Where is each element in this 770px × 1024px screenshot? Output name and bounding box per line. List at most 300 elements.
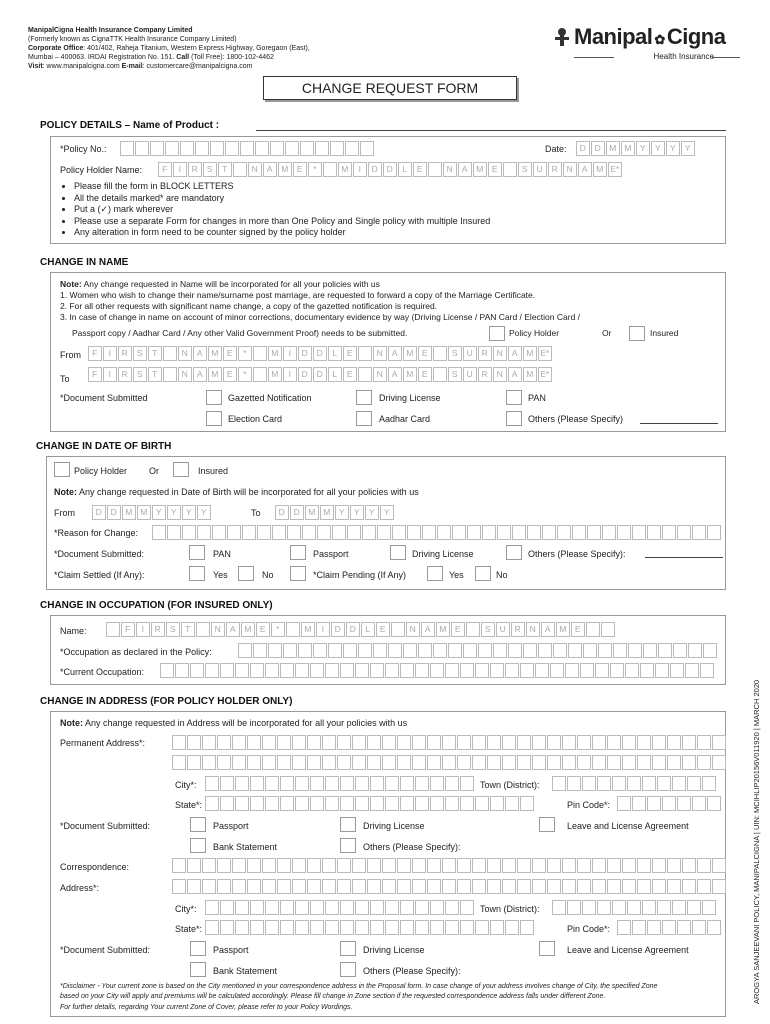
- letter-box[interactable]: [382, 755, 396, 770]
- corr-dl-checkbox[interactable]: [340, 941, 356, 956]
- letter-box[interactable]: [613, 643, 627, 658]
- letter-box[interactable]: [550, 663, 564, 678]
- letter-box[interactable]: *: [238, 367, 252, 382]
- letter-box[interactable]: [597, 776, 611, 791]
- letter-box[interactable]: [295, 796, 309, 811]
- letter-box[interactable]: [707, 796, 721, 811]
- permanent-address-line2[interactable]: [172, 755, 727, 770]
- letter-box[interactable]: [287, 525, 301, 540]
- letter-box[interactable]: [712, 879, 726, 894]
- letter-box[interactable]: [662, 920, 676, 935]
- letter-box[interactable]: [692, 920, 706, 935]
- letter-box[interactable]: [277, 858, 291, 873]
- letter-box[interactable]: [642, 776, 656, 791]
- letter-box[interactable]: M: [436, 622, 450, 637]
- letter-box[interactable]: D: [313, 346, 327, 361]
- letter-box[interactable]: [322, 735, 336, 750]
- letter-box[interactable]: D: [298, 367, 312, 382]
- letter-box[interactable]: [317, 525, 331, 540]
- corr-leave-checkbox[interactable]: [539, 941, 555, 956]
- letter-box[interactable]: [460, 920, 474, 935]
- letter-box[interactable]: [392, 525, 406, 540]
- letter-box[interactable]: [677, 525, 691, 540]
- letter-box[interactable]: M: [278, 162, 292, 177]
- letter-box[interactable]: [286, 622, 300, 637]
- letter-box[interactable]: [187, 858, 201, 873]
- dob-pan-checkbox[interactable]: [189, 545, 205, 560]
- letter-box[interactable]: [463, 643, 477, 658]
- letter-box[interactable]: [442, 858, 456, 873]
- letter-box[interactable]: [652, 879, 666, 894]
- letter-box[interactable]: F: [88, 346, 102, 361]
- letter-box[interactable]: [253, 367, 267, 382]
- letter-box[interactable]: [325, 663, 339, 678]
- letter-box[interactable]: [602, 525, 616, 540]
- letter-box[interactable]: [217, 755, 231, 770]
- letter-box[interactable]: R: [478, 346, 492, 361]
- name-from-boxes[interactable]: [88, 346, 553, 361]
- others-checkbox[interactable]: [506, 411, 522, 426]
- letter-box[interactable]: [647, 920, 661, 935]
- letter-box[interactable]: F: [121, 622, 135, 637]
- letter-box[interactable]: [442, 755, 456, 770]
- letter-box[interactable]: [205, 900, 219, 915]
- letter-box[interactable]: [527, 525, 541, 540]
- letter-box[interactable]: [337, 858, 351, 873]
- letter-box[interactable]: T: [181, 622, 195, 637]
- letter-box[interactable]: [445, 776, 459, 791]
- letter-box[interactable]: [532, 735, 546, 750]
- letter-box[interactable]: M: [301, 622, 315, 637]
- letter-box[interactable]: [280, 900, 294, 915]
- letter-box[interactable]: [313, 643, 327, 658]
- letter-box[interactable]: [180, 141, 194, 156]
- letter-box[interactable]: [595, 663, 609, 678]
- letter-box[interactable]: T: [148, 346, 162, 361]
- letter-box[interactable]: R: [118, 346, 132, 361]
- letter-box[interactable]: I: [353, 162, 367, 177]
- letter-box[interactable]: [542, 525, 556, 540]
- letter-box[interactable]: [577, 879, 591, 894]
- letter-box[interactable]: [487, 858, 501, 873]
- letter-box[interactable]: L: [361, 622, 375, 637]
- addr-others-checkbox[interactable]: [340, 838, 356, 853]
- letter-box[interactable]: [637, 879, 651, 894]
- letter-box[interactable]: D: [92, 505, 106, 520]
- policy-holder-name-boxes[interactable]: [158, 162, 623, 177]
- letter-box[interactable]: [697, 879, 711, 894]
- letter-box[interactable]: [388, 643, 402, 658]
- letter-box[interactable]: [672, 900, 686, 915]
- letter-box[interactable]: [475, 663, 489, 678]
- letter-box[interactable]: [415, 796, 429, 811]
- letter-box[interactable]: [403, 643, 417, 658]
- letter-box[interactable]: [292, 755, 306, 770]
- letter-box[interactable]: [347, 525, 361, 540]
- letter-box[interactable]: [472, 735, 486, 750]
- letter-box[interactable]: [292, 879, 306, 894]
- letter-box[interactable]: [277, 755, 291, 770]
- letter-box[interactable]: D: [331, 622, 345, 637]
- letter-box[interactable]: [163, 346, 177, 361]
- letter-box[interactable]: [640, 663, 654, 678]
- letter-box[interactable]: E: [418, 346, 432, 361]
- letter-box[interactable]: [697, 735, 711, 750]
- letter-box[interactable]: [210, 141, 224, 156]
- letter-box[interactable]: Y: [182, 505, 196, 520]
- letter-box[interactable]: [220, 796, 234, 811]
- letter-box[interactable]: [262, 735, 276, 750]
- letter-box[interactable]: [400, 900, 414, 915]
- letter-box[interactable]: [307, 879, 321, 894]
- letter-box[interactable]: M: [122, 505, 136, 520]
- letter-box[interactable]: [622, 879, 636, 894]
- letter-box[interactable]: Y: [365, 505, 379, 520]
- letter-box[interactable]: [586, 622, 600, 637]
- letter-box[interactable]: M: [137, 505, 151, 520]
- letter-box[interactable]: [345, 141, 359, 156]
- letter-box[interactable]: [457, 755, 471, 770]
- letter-box[interactable]: [250, 776, 264, 791]
- letter-box[interactable]: [385, 920, 399, 935]
- letter-box[interactable]: [697, 755, 711, 770]
- letter-box[interactable]: [647, 796, 661, 811]
- letter-box[interactable]: R: [511, 622, 525, 637]
- letter-box[interactable]: [307, 735, 321, 750]
- letter-box[interactable]: [697, 858, 711, 873]
- letter-box[interactable]: [685, 663, 699, 678]
- letter-box[interactable]: [205, 776, 219, 791]
- letter-box[interactable]: E: [376, 622, 390, 637]
- letter-box[interactable]: [617, 525, 631, 540]
- dob-passport-checkbox[interactable]: [290, 545, 306, 560]
- letter-box[interactable]: [225, 141, 239, 156]
- permanent-address-line1[interactable]: [172, 735, 727, 750]
- letter-box[interactable]: Y: [380, 505, 394, 520]
- letter-box[interactable]: *: [271, 622, 285, 637]
- letter-box[interactable]: [592, 879, 606, 894]
- letter-box[interactable]: [445, 900, 459, 915]
- letter-box[interactable]: S: [448, 367, 462, 382]
- letter-box[interactable]: [428, 162, 442, 177]
- letter-box[interactable]: [235, 663, 249, 678]
- letter-box[interactable]: [367, 755, 381, 770]
- letter-box[interactable]: [475, 920, 489, 935]
- letter-box[interactable]: [412, 879, 426, 894]
- letter-box[interactable]: [280, 920, 294, 935]
- letter-box[interactable]: Y: [335, 505, 349, 520]
- letter-box[interactable]: Y: [152, 505, 166, 520]
- dob-to-boxes[interactable]: [275, 505, 395, 520]
- letter-box[interactable]: [307, 755, 321, 770]
- letter-box[interactable]: Y: [651, 141, 665, 156]
- letter-box[interactable]: U: [463, 367, 477, 382]
- reason-boxes[interactable]: [152, 525, 722, 540]
- letter-box[interactable]: [163, 367, 177, 382]
- letter-box[interactable]: [601, 622, 615, 637]
- letter-box[interactable]: [235, 900, 249, 915]
- letter-box[interactable]: [637, 735, 651, 750]
- letter-box[interactable]: [295, 920, 309, 935]
- letter-box[interactable]: [622, 755, 636, 770]
- letter-box[interactable]: [577, 735, 591, 750]
- letter-box[interactable]: N: [248, 162, 262, 177]
- letter-box[interactable]: Y: [350, 505, 364, 520]
- letter-box[interactable]: [310, 920, 324, 935]
- town-boxes[interactable]: [552, 776, 717, 791]
- letter-box[interactable]: [457, 879, 471, 894]
- letter-box[interactable]: M: [621, 141, 635, 156]
- letter-box[interactable]: [262, 879, 276, 894]
- letter-box[interactable]: [652, 858, 666, 873]
- letter-box[interactable]: [562, 755, 576, 770]
- letter-box[interactable]: [445, 663, 459, 678]
- letter-box[interactable]: [352, 879, 366, 894]
- letter-box[interactable]: [235, 776, 249, 791]
- letter-box[interactable]: *: [308, 162, 322, 177]
- letter-box[interactable]: S: [518, 162, 532, 177]
- correspondence-line1[interactable]: [172, 858, 727, 873]
- letter-box[interactable]: [250, 920, 264, 935]
- claim-pending-no-checkbox[interactable]: [475, 566, 491, 581]
- letter-box[interactable]: [232, 858, 246, 873]
- letter-box[interactable]: S: [448, 346, 462, 361]
- letter-box[interactable]: [627, 776, 641, 791]
- letter-box[interactable]: N: [443, 162, 457, 177]
- letter-box[interactable]: [493, 643, 507, 658]
- letter-box[interactable]: [617, 920, 631, 935]
- letter-box[interactable]: R: [118, 367, 132, 382]
- letter-box[interactable]: [702, 776, 716, 791]
- letter-box[interactable]: [517, 858, 531, 873]
- letter-box[interactable]: I: [283, 367, 297, 382]
- letter-box[interactable]: [460, 796, 474, 811]
- letter-box[interactable]: [520, 663, 534, 678]
- letter-box[interactable]: E: [413, 162, 427, 177]
- letter-box[interactable]: [385, 900, 399, 915]
- letter-box[interactable]: [268, 643, 282, 658]
- letter-box[interactable]: E: [293, 162, 307, 177]
- letter-box[interactable]: [106, 622, 120, 637]
- claim-pending-checkbox[interactable]: [290, 566, 306, 581]
- letter-box[interactable]: [592, 735, 606, 750]
- letter-box[interactable]: [233, 162, 247, 177]
- letter-box[interactable]: [505, 663, 519, 678]
- letter-box[interactable]: D: [107, 505, 121, 520]
- letter-box[interactable]: N: [563, 162, 577, 177]
- letter-box[interactable]: [523, 643, 537, 658]
- letter-box[interactable]: [503, 162, 517, 177]
- letter-box[interactable]: L: [328, 367, 342, 382]
- letter-box[interactable]: M: [606, 141, 620, 156]
- letter-box[interactable]: [340, 920, 354, 935]
- letter-box[interactable]: A: [388, 346, 402, 361]
- letter-box[interactable]: [552, 900, 566, 915]
- letter-box[interactable]: [227, 525, 241, 540]
- letter-box[interactable]: A: [508, 367, 522, 382]
- letter-box[interactable]: [332, 525, 346, 540]
- letter-box[interactable]: [352, 858, 366, 873]
- letter-box[interactable]: [692, 525, 706, 540]
- letter-box[interactable]: E: [418, 367, 432, 382]
- letter-box[interactable]: L: [398, 162, 412, 177]
- letter-box[interactable]: [460, 663, 474, 678]
- letter-box[interactable]: [437, 525, 451, 540]
- dob-others-field[interactable]: [645, 557, 723, 558]
- letter-box[interactable]: [627, 900, 641, 915]
- letter-box[interactable]: [677, 920, 691, 935]
- letter-box[interactable]: [232, 735, 246, 750]
- letter-box[interactable]: [397, 755, 411, 770]
- letter-box[interactable]: [433, 643, 447, 658]
- letter-box[interactable]: [352, 755, 366, 770]
- letter-box[interactable]: [505, 920, 519, 935]
- letter-box[interactable]: [667, 858, 681, 873]
- letter-box[interactable]: [448, 643, 462, 658]
- letter-box[interactable]: [700, 663, 714, 678]
- letter-box[interactable]: [442, 735, 456, 750]
- corr-state-boxes[interactable]: [205, 920, 535, 935]
- letter-box[interactable]: [397, 858, 411, 873]
- letter-box[interactable]: [247, 858, 261, 873]
- letter-box[interactable]: [295, 663, 309, 678]
- letter-box[interactable]: E: [223, 367, 237, 382]
- letter-box[interactable]: [647, 525, 661, 540]
- letter-box[interactable]: [657, 776, 671, 791]
- letter-box[interactable]: [391, 622, 405, 637]
- addr-bank-checkbox[interactable]: [190, 838, 206, 853]
- letter-box[interactable]: [325, 900, 339, 915]
- letter-box[interactable]: [505, 796, 519, 811]
- corr-passport-checkbox[interactable]: [190, 941, 206, 956]
- occupation-name-boxes[interactable]: [106, 622, 616, 637]
- letter-box[interactable]: [562, 735, 576, 750]
- letter-box[interactable]: [587, 525, 601, 540]
- letter-box[interactable]: A: [578, 162, 592, 177]
- letter-box[interactable]: N: [493, 346, 507, 361]
- letter-box[interactable]: I: [103, 346, 117, 361]
- letter-box[interactable]: [307, 858, 321, 873]
- letter-box[interactable]: [502, 858, 516, 873]
- insured-checkbox[interactable]: [629, 326, 645, 341]
- letter-box[interactable]: [415, 663, 429, 678]
- letter-box[interactable]: [272, 525, 286, 540]
- letter-box[interactable]: [337, 879, 351, 894]
- letter-box[interactable]: [377, 525, 391, 540]
- letter-box[interactable]: [355, 776, 369, 791]
- letter-box[interactable]: [247, 735, 261, 750]
- claim-settled-no-checkbox[interactable]: [238, 566, 254, 581]
- letter-box[interactable]: [673, 643, 687, 658]
- letter-box[interactable]: [637, 858, 651, 873]
- letter-box[interactable]: N: [406, 622, 420, 637]
- letter-box[interactable]: N: [178, 367, 192, 382]
- letter-box[interactable]: [607, 735, 621, 750]
- letter-box[interactable]: A: [388, 367, 402, 382]
- letter-box[interactable]: [330, 141, 344, 156]
- letter-box[interactable]: Y: [636, 141, 650, 156]
- letter-box[interactable]: [487, 879, 501, 894]
- date-boxes[interactable]: [576, 141, 696, 156]
- letter-box[interactable]: [322, 879, 336, 894]
- letter-box[interactable]: [197, 525, 211, 540]
- letter-box[interactable]: [565, 663, 579, 678]
- letter-box[interactable]: [265, 776, 279, 791]
- letter-box[interactable]: D: [298, 346, 312, 361]
- aadhar-card-checkbox[interactable]: [356, 411, 372, 426]
- letter-box[interactable]: A: [263, 162, 277, 177]
- letter-box[interactable]: [337, 755, 351, 770]
- letter-box[interactable]: [370, 776, 384, 791]
- letter-box[interactable]: [427, 755, 441, 770]
- letter-box[interactable]: [567, 900, 581, 915]
- letter-box[interactable]: [235, 920, 249, 935]
- letter-box[interactable]: [607, 755, 621, 770]
- corr-town-boxes[interactable]: [552, 900, 717, 915]
- letter-box[interactable]: [612, 900, 626, 915]
- letter-box[interactable]: [250, 796, 264, 811]
- letter-box[interactable]: [310, 776, 324, 791]
- letter-box[interactable]: [682, 879, 696, 894]
- letter-box[interactable]: [328, 643, 342, 658]
- letter-box[interactable]: I: [173, 162, 187, 177]
- letter-box[interactable]: [628, 643, 642, 658]
- letter-box[interactable]: [323, 162, 337, 177]
- letter-box[interactable]: [592, 858, 606, 873]
- letter-box[interactable]: [667, 735, 681, 750]
- letter-box[interactable]: A: [226, 622, 240, 637]
- letter-box[interactable]: E*: [608, 162, 622, 177]
- letter-box[interactable]: [412, 858, 426, 873]
- letter-box[interactable]: E: [256, 622, 270, 637]
- letter-box[interactable]: [310, 900, 324, 915]
- letter-box[interactable]: [538, 643, 552, 658]
- letter-box[interactable]: [355, 920, 369, 935]
- letter-box[interactable]: [478, 643, 492, 658]
- letter-box[interactable]: [520, 920, 534, 935]
- letter-box[interactable]: [712, 858, 726, 873]
- letter-box[interactable]: [622, 858, 636, 873]
- letter-box[interactable]: [502, 755, 516, 770]
- occupation-current-boxes[interactable]: [160, 663, 715, 678]
- letter-box[interactable]: [212, 525, 226, 540]
- letter-box[interactable]: [277, 879, 291, 894]
- letter-box[interactable]: [517, 879, 531, 894]
- letter-box[interactable]: D: [591, 141, 605, 156]
- letter-box[interactable]: [205, 920, 219, 935]
- letter-box[interactable]: [280, 776, 294, 791]
- letter-box[interactable]: [362, 525, 376, 540]
- letter-box[interactable]: [367, 735, 381, 750]
- letter-box[interactable]: [572, 525, 586, 540]
- letter-box[interactable]: [295, 900, 309, 915]
- addr-leave-checkbox[interactable]: [539, 817, 555, 832]
- letter-box[interactable]: [283, 643, 297, 658]
- letter-box[interactable]: [427, 735, 441, 750]
- letter-box[interactable]: I: [103, 367, 117, 382]
- letter-box[interactable]: [238, 643, 252, 658]
- letter-box[interactable]: M: [320, 505, 334, 520]
- letter-box[interactable]: M: [473, 162, 487, 177]
- dob-insured-checkbox[interactable]: [173, 462, 189, 477]
- letter-box[interactable]: [508, 643, 522, 658]
- letter-box[interactable]: D: [313, 367, 327, 382]
- letter-box[interactable]: [632, 796, 646, 811]
- letter-box[interactable]: [262, 755, 276, 770]
- letter-box[interactable]: [400, 796, 414, 811]
- letter-box[interactable]: [220, 900, 234, 915]
- letter-box[interactable]: [658, 643, 672, 658]
